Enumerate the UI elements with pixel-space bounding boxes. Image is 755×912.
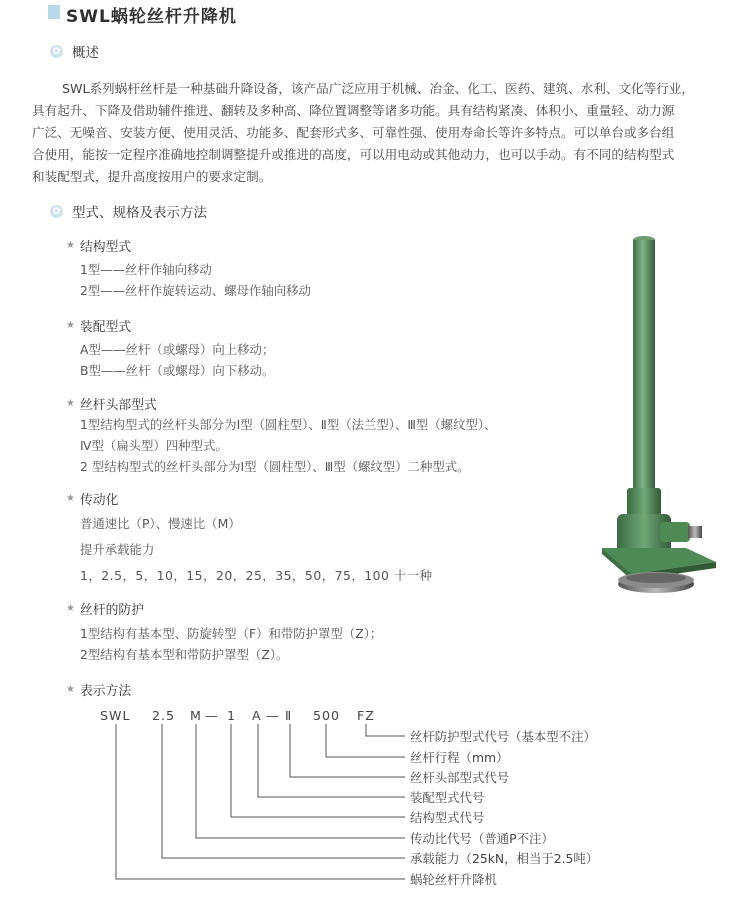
leader-line-protection — [366, 724, 405, 736]
star-icon: ★ — [66, 240, 75, 251]
code-structure: 1 — [227, 708, 237, 723]
screw-head-item-3: 2 型结构型式的丝杆头部分为Ⅰ型（圆柱型）、Ⅲ型（螺纹型）二种型式。 — [80, 459, 470, 474]
assembly-title: 装配型式 — [80, 320, 132, 335]
notation-title: 表示方法 — [80, 684, 132, 699]
leader-line-structure — [231, 724, 405, 817]
star-icon: ★ — [66, 493, 75, 504]
code-ratio: M — [190, 708, 202, 723]
gear-icon: ✿ — [50, 45, 63, 58]
code-head: Ⅱ — [285, 708, 293, 723]
leader-line-head — [290, 724, 405, 777]
assembly-item-2: B型——丝杆（或螺母）向下移动。 — [80, 363, 275, 378]
screw-head-item-1: 1型结构型式的丝杆头部分为Ⅰ型（圆柱型）、Ⅱ型（法兰型）、Ⅲ型（螺纹型）、 — [80, 417, 497, 432]
drive-item-3: 1，2.5，5，10，15，20，25，35，50，75，100 十一种 — [80, 568, 433, 583]
overview-heading: 概述 — [72, 45, 99, 61]
drive-title: 传动化 — [80, 493, 119, 508]
screw-head-title: 丝杆头部型式 — [80, 398, 157, 413]
overview-line-2: 具有起升、下降及借助辅件推进、翻转及多种高、降位置调整等诸多功能。具有结构紧凑、体积小、重量轻、动力源 — [32, 103, 675, 118]
assembly-item-1: A型——丝杆（或螺母）向上移动； — [80, 342, 275, 357]
gear-icon: ✿ — [50, 205, 63, 218]
structure-item-1: 1型——丝杆作轴向移动 — [80, 262, 212, 277]
structure-item-2: 2型——丝杆作旋转运动、螺母作轴向移动 — [80, 283, 311, 298]
star-icon: ★ — [66, 320, 75, 331]
code-stroke: 500 — [313, 708, 341, 723]
leader-line-swl — [116, 724, 405, 879]
structure-title: 结构型式 — [80, 240, 132, 255]
screw-head-item-2: Ⅳ型（扁头型）四种型式。 — [80, 438, 228, 453]
overview-line-3: 广泛、无噪音、安装方便、使用灵活、功能多、配套形式多、可靠性强、使用寿命长等许多特点。可以单台或多台组 — [32, 125, 675, 140]
leader-line-ratio — [196, 724, 405, 838]
legend-swl: 蜗轮丝杆升降机 — [410, 872, 497, 887]
legend-protection: 丝杆防护型式代号（基本型不注） — [410, 729, 596, 744]
drive-item-1: 普通速比（P）、慢速比（M） — [80, 516, 241, 531]
page-title: SWL蜗轮丝杆升降机 — [66, 7, 237, 27]
legend-ratio: 传动比代号（普通P不注） — [410, 831, 554, 846]
leader-line-assembly — [258, 724, 405, 797]
protection-item-1: 1型结构有基本型、防旋转型（F）和带防护罩型（Z）； — [80, 626, 383, 641]
code-dash-2: — — [266, 708, 280, 723]
overview-line-5: 和装配型式，提升高度按用户的要求定制。 — [32, 169, 272, 184]
star-icon: ★ — [66, 603, 75, 614]
protection-title: 丝杆的防护 — [80, 603, 144, 618]
code-assembly: A — [252, 708, 262, 723]
overview-line-4: 合使用，能按一定程序准确地控制调整提升或推进的高度，可以用电动或其他动力，也可以手动。有不同的结构型式 — [32, 147, 675, 162]
legend-load: 承载能力（25kN，相当于2.5吨） — [410, 851, 599, 866]
drive-item-2: 提升承载能力 — [80, 542, 155, 557]
code-dash-1: — — [205, 708, 219, 723]
protection-item-2: 2型结构有基本型和带防护罩型（Z）。 — [80, 647, 289, 662]
overview-line-1: SWL系列蜗杆丝杆是一种基础升降设备，该产品广泛应用于机械、冶金、化工、医药、建筑、水利、文化等行业， — [62, 81, 694, 96]
legend-head: 丝杆头部型式代号 — [410, 770, 510, 785]
legend-assembly: 装配型式代号 — [410, 790, 485, 805]
star-icon: ★ — [66, 398, 75, 409]
code-load: 2.5 — [152, 708, 176, 723]
code-protection: FZ — [357, 708, 375, 723]
code-swl: SWL — [100, 708, 131, 723]
screw-jack-image — [600, 232, 720, 598]
legend-stroke: 丝杆行程（mm） — [410, 750, 509, 765]
legend-structure: 结构型式代号 — [410, 810, 485, 825]
spec-heading: 型式、规格及表示方法 — [72, 205, 207, 221]
star-icon: ★ — [66, 684, 75, 695]
